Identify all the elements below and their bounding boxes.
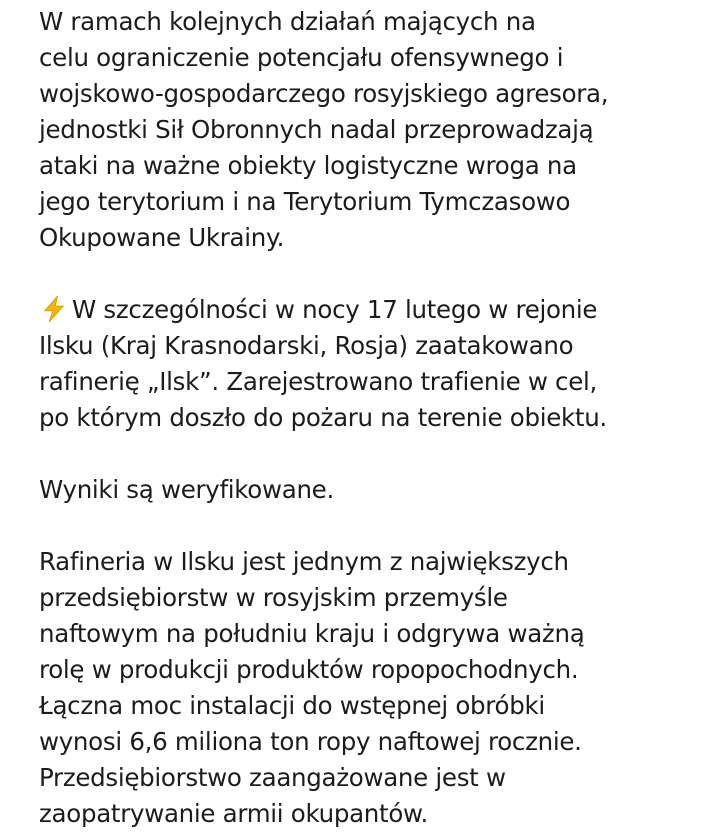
text-line: celu ograniczenie potencjału ofensywnego i bbox=[39, 43, 564, 72]
message-body bbox=[39, 4, 699, 832]
text-line: Łączna moc instalacji do wstępnej obróbki bbox=[39, 691, 545, 720]
paragraph-verification bbox=[39, 472, 699, 508]
text-line: jednostki Sił Obronnych nadal przeprowadzają bbox=[39, 115, 594, 144]
text-line: Rafineria w Ilsku jest jednym z największych bbox=[39, 547, 569, 576]
text-line-with-icon bbox=[39, 292, 699, 328]
lightning-bolt-icon bbox=[39, 295, 69, 323]
text-line: ataki na ważne obiekty logistyczne wroga na bbox=[39, 151, 577, 180]
text-line: rolę w produkcji produktów ropopochodnych. bbox=[39, 655, 579, 684]
text-line: wojskowo-gospodarczego rosyjskiego agresora, bbox=[39, 79, 609, 108]
paragraph-attack bbox=[39, 292, 699, 436]
text-line: Wyniki są weryfikowane. bbox=[39, 475, 334, 504]
text-line: W szczególności w nocy 17 lutego w rejonie bbox=[72, 295, 598, 324]
text-line: naftowym na południu kraju i odgrywa ważną bbox=[39, 619, 585, 648]
text-line: przedsiębiorstw w rosyjskim przemyśle bbox=[39, 583, 508, 612]
text-line: po którym doszło do pożaru na terenie obiektu. bbox=[39, 403, 607, 432]
text-line: Przedsiębiorstwo zaangażowane jest w bbox=[39, 763, 506, 792]
text-line: wynosi 6,6 miliona ton ropy naftowej rocznie. bbox=[39, 727, 582, 756]
text-line: Ilsku (Kraj Krasnodarski, Rosja) zaatakowano bbox=[39, 331, 574, 360]
text-line: zaopatrywanie armii okupantów. bbox=[39, 799, 428, 828]
paragraph-intro bbox=[39, 4, 699, 256]
paragraph-refinery-info bbox=[39, 544, 699, 832]
text-line: Okupowane Ukrainy. bbox=[39, 223, 285, 252]
text-line: rafinerię „Ilsk”. Zarejestrowano trafienie w cel, bbox=[39, 367, 598, 396]
text-line: W ramach kolejnych działań mających na bbox=[39, 7, 536, 36]
text-line: jego terytorium i na Terytorium Tymczasowo bbox=[39, 187, 571, 216]
